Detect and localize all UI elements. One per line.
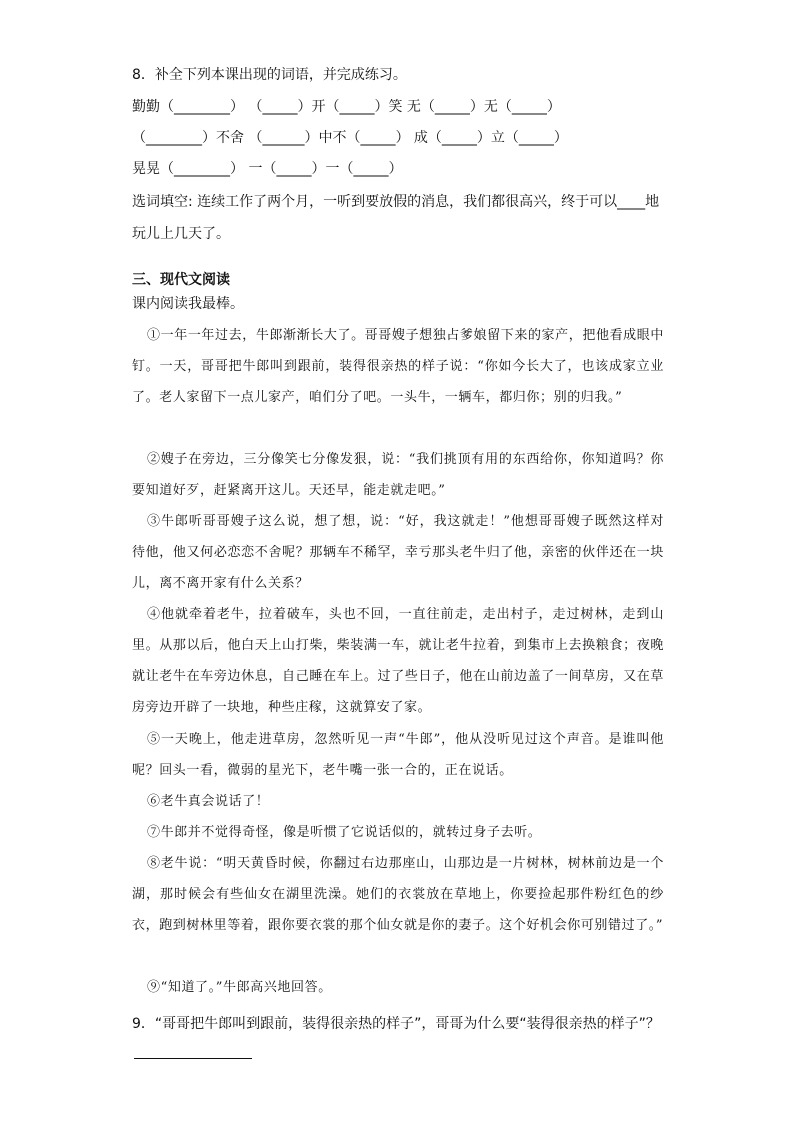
question-8-fill-blank-line-2: 玩儿上几天了。 bbox=[132, 226, 230, 242]
question-8-row-3: 晃晃（________） 一（_____）一（_____） bbox=[132, 161, 403, 177]
question-8-row-1: 勤勤（________） （_____）开（_____）笑 无（_____）无（_____） bbox=[132, 99, 561, 115]
passage-paragraph-5: ⑤一天晚上，他走进草房，忽然听见一声“牛郎”，他从没听见过这个声音。是谁叫他呢？回头一看，微弱的星光下，老牛嘴一张一合的，正在说话。 bbox=[132, 732, 664, 778]
question-9-text: 9．“哥哥把牛郎叫到跟前，装得很亲热的样子”，哥哥为什么要“装得很亲热的样子”？ bbox=[132, 1016, 660, 1032]
question-8-row-2: （________）不舍 （______）中不（_____） 成（_____）立（_____） bbox=[132, 130, 568, 146]
section-3-heading: 三、现代文阅读 bbox=[132, 272, 230, 288]
passage-paragraph-1: ①一年一年过去，牛郎渐渐长大了。哥哥嫂子想独占爹娘留下来的家产，把他看成眼中钉。一天，哥哥把牛郎叫到跟前，装得很亲热的样子说：“你如今长大了，也该成家立业了。老人家留下一点儿家产，咱们分了吧。一头牛，一辆车，都归你；别的归我。” bbox=[132, 328, 664, 405]
question-8-title: 8．补全下列本课出现的词语，并完成练习。 bbox=[132, 67, 407, 83]
question-8-fill-blank-line-1: 选词填空: 连续工作了两个月，一听到要放假的消息，我们都很高兴，终于可以____地 bbox=[132, 194, 660, 210]
passage-paragraph-7: ⑦牛郎并不觉得奇怪，像是听惯了它说话似的，就转过身子去听。 bbox=[147, 825, 542, 840]
passage-paragraph-8: ⑧老牛说：“明天黄昏时候，你翻过右边那座山，山那边是一片树林，树林前边是一个湖，那时候会有些仙女在湖里洗澡。她们的衣裳放在草地上，你要捡起那件粉红色的纱衣，跑到树林里等着，跟你要衣裳的那个仙女就是你的妻子。这个好机会你可别错过了。” bbox=[132, 856, 664, 933]
section-3-subheading: 课内阅读我最棒。 bbox=[132, 296, 244, 312]
passage-paragraph-2: ②嫂子在旁边，三分像笑七分像发狠，说：“我们挑顶有用的东西给你，你知道吗？你要知道好歹，赶紧离开这儿。天还早，能走就走吧。” bbox=[132, 452, 664, 498]
passage-paragraph-6: ⑥老牛真会说话了！ bbox=[147, 794, 270, 809]
passage-paragraph-3: ③牛郎听哥哥嫂子这么说，想了想，说：“好，我这就走！”他想哥哥嫂子既然这样对待他，他又何必恋恋不舍呢？那辆车不稀罕，幸亏那头老牛归了他，亲密的伙伴还在一块儿，离不离开家有什么关系？ bbox=[132, 514, 664, 591]
passage-paragraph-4: ④他就牵着老牛，拉着破车，头也不回，一直往前走，走出村子，走过树林，走到山里。从那以后，他白天上山打柴，柴装满一车，就让老牛拉着，到集市上去换粮食；夜晚就让老牛在车旁边休息，自己睡在车上。过了些日子，他在山前边盖了一间草房，又在草房旁边开辟了一块地，种些庄稼，这就算安了家。 bbox=[132, 607, 664, 715]
passage-paragraph-9: ⑨“知道了。”牛郎高兴地回答。 bbox=[147, 980, 332, 995]
question-9-answer-line[interactable] bbox=[134, 1058, 252, 1059]
